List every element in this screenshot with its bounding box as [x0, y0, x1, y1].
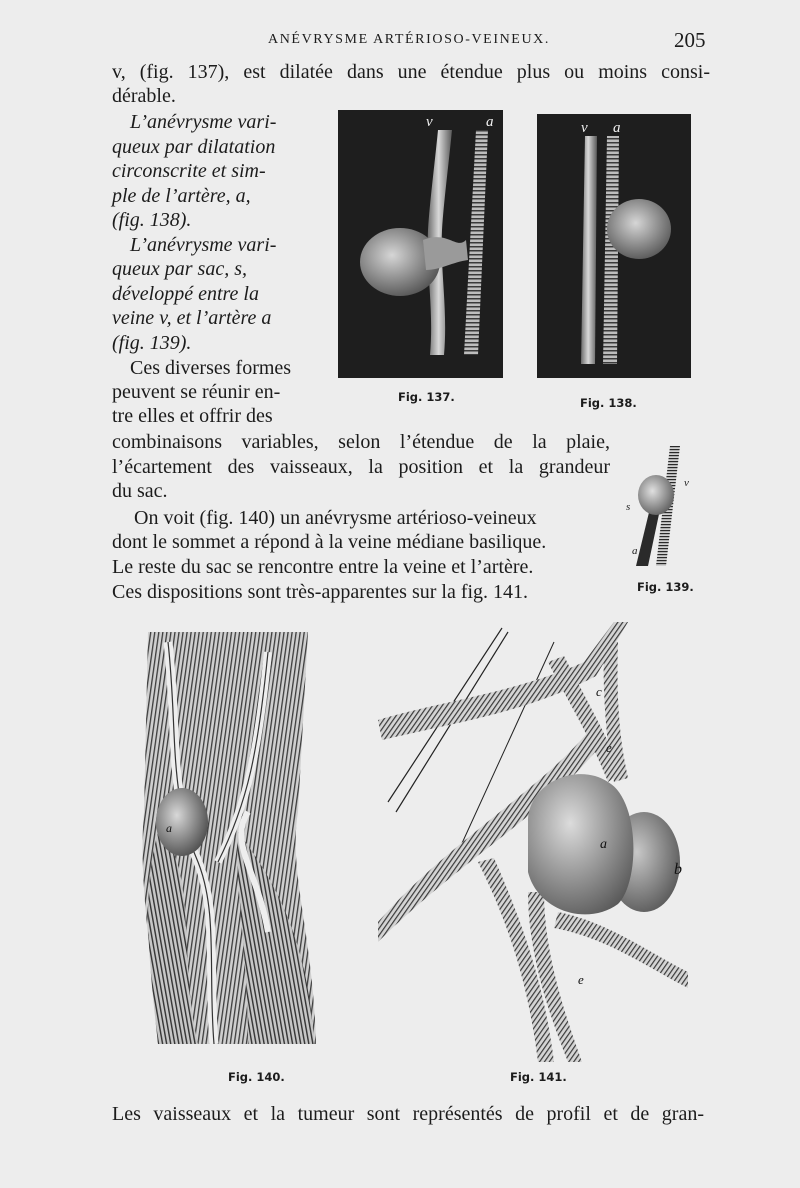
fig139-label-s: s [626, 501, 631, 513]
fig137-illustration [338, 110, 503, 378]
fig141-label-c: c [596, 684, 602, 699]
left-col-line-11: Ces diverses formes [130, 357, 292, 379]
para2-line-3: Le reste du sac se rencontre entre la veine et l’artère. [112, 556, 534, 578]
fig138-illustration [537, 114, 691, 378]
left-col-line-6: L’anévrysme vari- [130, 234, 277, 256]
fig137-caption: Fig. 137. [398, 390, 455, 404]
left-col-line-8: développé entre la [112, 283, 259, 305]
figure-138 [537, 114, 691, 378]
fig141-illustration [378, 622, 694, 1062]
left-col-line-9: veine v, et l’artère a [112, 307, 272, 329]
page-number: 205 [674, 28, 706, 52]
fig140-label-a: a [166, 821, 172, 835]
mid-line-1: combinaisons variables, selon l’étendue de la plaie, [112, 431, 610, 453]
fig139-caption: Fig. 139. [637, 580, 694, 594]
left-col-line-3: circonscrite et sim- [112, 160, 266, 182]
fig141-caption: Fig. 141. [510, 1070, 567, 1084]
fig141-label-e1: e [606, 740, 612, 755]
left-col-line-2: queux par dilatation [112, 136, 276, 158]
para2-line-1: On voit (fig. 140) un anévrysme artérioso-veineux [134, 507, 537, 529]
fig139-label-v: v [684, 477, 689, 489]
fig139-illustration [618, 440, 696, 572]
fig140-caption: Fig. 140. [228, 1070, 285, 1084]
left-col-line-4: ple de l’artère, a, [112, 185, 251, 207]
page-header [0, 28, 800, 58]
left-col-line-10: (fig. 139). [112, 332, 192, 354]
running-head: ANÉVRYSME ARTÉRIOSO-VEINEUX. [268, 32, 550, 47]
fig138-label-v: v [581, 120, 588, 136]
fig141-label-e2: e [578, 972, 584, 987]
left-col-line-7: queux par sac, s, [112, 258, 247, 280]
para2-line-4: Ces dispositions sont très-apparentes sur la fig. 141. [112, 581, 529, 603]
para2-line-2: dont le sommet a répond à la veine médiane basilique. [112, 531, 547, 553]
fig138-caption: Fig. 138. [580, 396, 637, 410]
text-line-2: dérable. [112, 85, 176, 107]
figure-140 [138, 632, 320, 1044]
fig137-label-a: a [486, 114, 494, 130]
mid-line-3: du sac. [112, 480, 168, 502]
fig137-label-v: v [426, 114, 433, 130]
fig141-label-b: b [674, 861, 682, 878]
mid-line-2: l’écartement des vaisseaux, la position et la grandeur [112, 456, 610, 478]
left-col-line-13: tre elles et offrir des [112, 405, 273, 427]
figure-141 [378, 622, 694, 1062]
fig139-label-a: a [632, 545, 638, 557]
text-line-1: v, (fig. 137), est dilatée dans une étendue plus ou moins consi- [112, 61, 710, 83]
figure-139 [618, 440, 696, 572]
last-line: Les vaisseaux et la tumeur sont représentés de profil et de gran- [112, 1103, 704, 1125]
left-col-line-12: peuvent se réunir en- [112, 381, 281, 403]
fig138-label-a: a [613, 120, 621, 136]
fig141-label-a: a [600, 837, 607, 852]
left-col-line-5: (fig. 138). [112, 209, 192, 231]
fig140-illustration [138, 632, 320, 1044]
figure-137 [338, 110, 503, 378]
left-col-line-1: L’anévrysme vari- [130, 111, 277, 133]
